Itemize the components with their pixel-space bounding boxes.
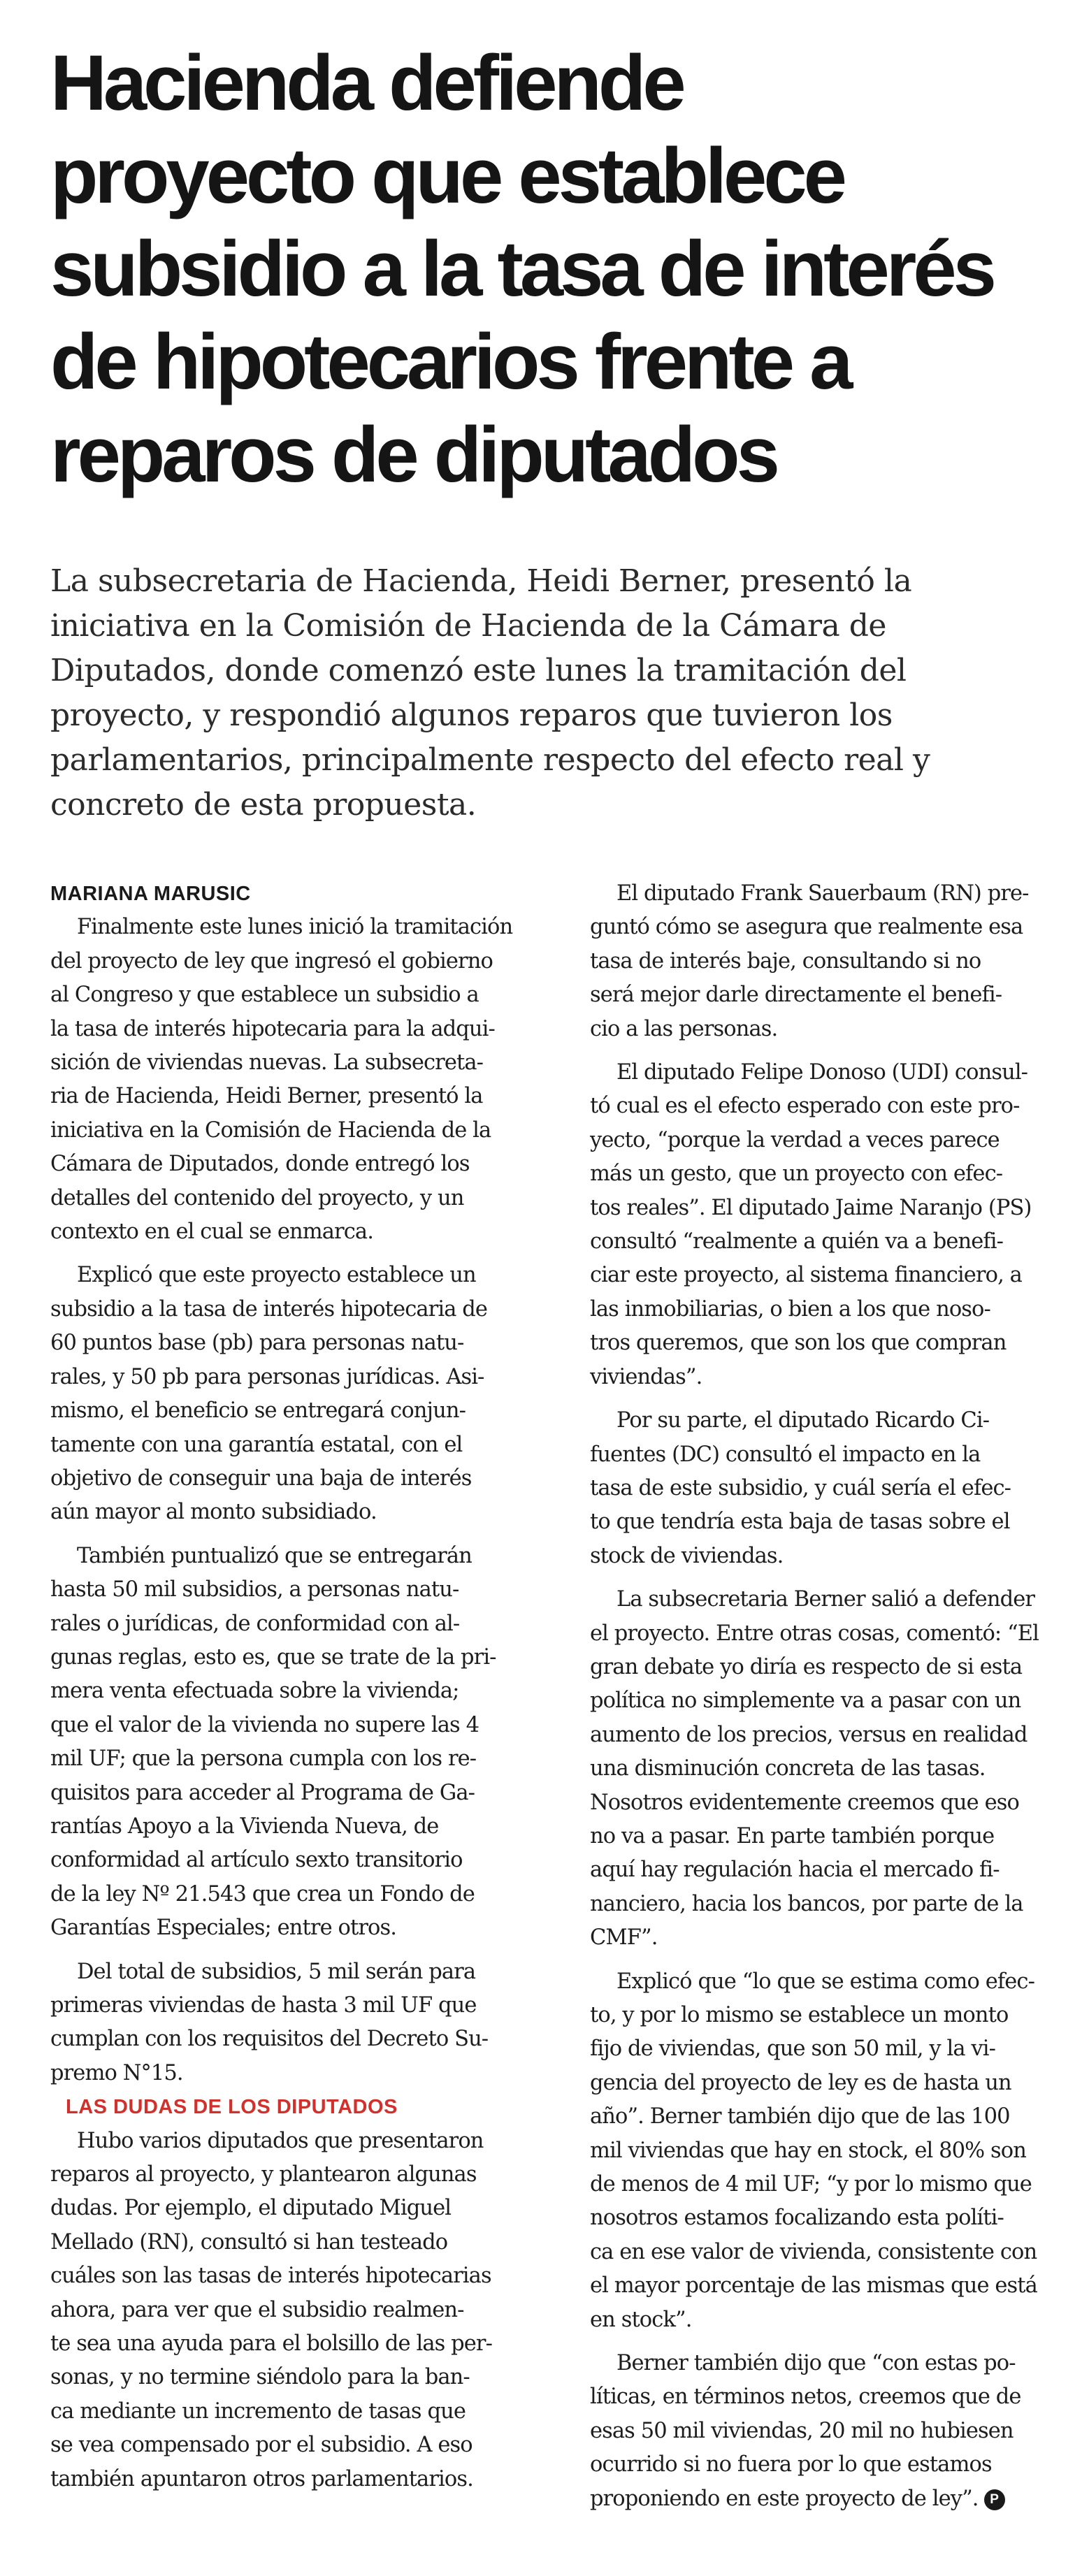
lead-line: Diputados, donde comenzó este lunes la tramitación del [50,653,907,688]
text-line: nanciero, hacia los bancos, por parte de la [590,1891,1023,1916]
text-line: rales o jurídicas, de conformidad con al- [50,1611,460,1636]
text-line: líticas, en términos netos, creemos que de [590,2385,1021,2410]
text-line: También puntualizó que se entregarán [77,1543,472,1568]
headline-line: subsidio a la tasa de interés [50,225,993,312]
text-line: El diputado Felipe Donoso (UDI) consul- [616,1060,1028,1085]
text-line: también apuntaron otros parlamentarios. [50,2466,473,2491]
text-line: mera venta efectuada sobre la vivienda; [50,1679,459,1704]
text-line: premo N°15. [50,2060,183,2085]
text-line: reparos al proyecto, y plantearon algunas [50,2162,477,2187]
text-line: ca mediante un incremento de tasas que [50,2398,466,2424]
text-line: consultó “realmente a quién va a benefi- [590,1229,1004,1254]
text-line: sición de viviendas nuevas. La subsecreta- [50,1050,484,1076]
lead-line: concreto de esta propuesta. [50,787,477,823]
text-line: ahora, para ver que el subsidio realmen- [50,2297,464,2322]
text-line: viviendas”. [590,1364,702,1389]
text-line: aún mayor al monto subsidiado. [50,1500,377,1525]
paragraph [590,1965,1083,2337]
text-line: tamente con una garantía estatal, con el [50,1432,463,1457]
text-line: dudas. Por ejemplo, el diputado Miguel [50,2196,452,2221]
paragraph [590,1056,1083,1394]
text-line: tasa de este subsidio, y cuál sería el efec- [590,1475,1011,1500]
text-line: yecto, “porque la verdad a veces parece [590,1127,1000,1152]
article-column-right [590,877,1083,2516]
text-line: en stock”. [590,2307,692,2332]
text-line: mil UF; que la persona cumpla con los re- [50,1746,477,1772]
text-line: el proyecto. Entre otras cosas, comentó: “El [590,1621,1039,1646]
text-line: ca en ese valor de vivienda, consistente con [590,2239,1037,2264]
text-line: Por su parte, el diputado Ricardo Ci- [616,1408,990,1433]
text-line: se vea compensado por el subsidio. A eso [50,2433,473,2458]
text-line: año”. Berner también dijo que de las 100 [590,2104,1010,2129]
text-line: será mejor darle directamente el benefi- [590,983,1002,1008]
text-line: las inmobiliarias, o bien a los que noso- [590,1296,990,1322]
text-line: de la ley Nº 21.543 que crea un Fondo de [50,1881,475,1906]
text-line: iniciativa en la Comisión de Hacienda de la [50,1117,491,1143]
text-line: La subsecretaria Berner salió a defender [616,1587,1035,1612]
text-line: del proyecto de ley que ingresó el gobierno [50,948,493,974]
lead-line: proyecto, y respondió algunos reparos que tuvieron los [50,697,893,733]
text-line: objetivo de conseguir una baja de interés [50,1466,472,1491]
text-line: mismo, el beneficio se entregará conjun- [50,1398,466,1424]
text-line: no va a pasar. En parte también porque [590,1823,995,1848]
text-line: proponiendo en este proyecto de ley”. P [590,2482,1083,2516]
paragraph [50,1259,544,1529]
text-line: una disminución concreta de las tasas. [590,1756,986,1781]
text-line: Nosotros evidentemente creemos que eso [590,1790,1019,1815]
text-line: 60 puntos base (pb) para personas natu- [50,1331,464,1356]
text-line: rantías Apoyo a la Vivienda Nueva, de [50,1814,439,1839]
text-line: gran debate yo diría es respecto de si esta [590,1654,1023,1679]
text-line: cumplan con los requisitos del Decreto Su- [50,2027,489,2052]
paragraph [50,911,544,1249]
text-line: Explicó que “lo que se estima como efec- [616,1969,1034,1994]
text-line: CMF”. [590,1925,658,1951]
text-line: Hubo varios diputados que presentaron [77,2128,484,2153]
text-line: al Congreso y que establece un subsidio a [50,983,479,1008]
text-line: tasa de interés baje, consultando si no [590,948,981,974]
text-line: stock de viviendas. [590,1543,784,1568]
paragraph [590,2347,1083,2516]
lead-line: iniciativa en la Comisión de Hacienda de la Cámara de [50,608,886,644]
text-line: quisitos para acceder al Programa de Ga- [50,1780,475,1805]
end-mark-icon: P [984,2489,1005,2510]
text-line: aumento de los precios, versus en realidad [590,1722,1027,1747]
text-line: ocurrido si no fuera por lo que estamos [590,2452,992,2477]
text-line: Explicó que este proyecto establece un [77,1263,476,1288]
text-line: ciar este proyecto, al sistema financiero, a [590,1263,1022,1288]
text-line: gunas reglas, esto es, que se trate de la pri- [50,1644,496,1670]
paragraph [50,1955,544,2091]
text-line: guntó cómo se asegura que realmente esa [590,915,1023,940]
text-line: aquí hay regulación hacia el mercado fi- [590,1858,1000,1883]
paragraph [590,1583,1083,1955]
headline [50,36,1043,501]
text-line: contexto en el cual se enmarca. [50,1220,373,1245]
paragraph [50,1540,544,1946]
text-line: fijo de viviendas, que son 50 mil, y la vi- [590,2036,995,2062]
text-line: tó cual es el efecto esperado con este pro- [590,1094,1020,1119]
text-line: to, y por lo mismo se establece un monto [590,2003,1009,2027]
paragraph [590,877,1083,1046]
text-line: rales, y 50 pb para personas jurídicas. Asi- [50,1364,484,1389]
paragraph [50,2125,544,2496]
paragraph [590,1404,1083,1573]
text-line: Finalmente este lunes inició la tramitación [77,915,513,940]
text-line: te sea una ayuda para el bolsillo de las per- [50,2331,493,2357]
text-line: que el valor de la vivienda no supere las 4 [50,1712,479,1737]
text-line: cio a las personas. [590,1016,778,1041]
headline-line: proyecto que establece [50,132,844,219]
text-line: mil viviendas que hay en stock, el 80% son [590,2138,1026,2163]
text-line: El diputado Frank Sauerbaum (RN) pre- [616,881,1029,906]
text-line: Del total de subsidios, 5 mil serán para [77,1959,476,1984]
text-line: esas 50 mil viviendas, 20 mil no hubiesen [590,2418,1014,2443]
text-line: primeras viviendas de hasta 3 mil UF que [50,1993,477,2018]
article-column-left [50,877,544,2496]
lead-line: La subsecretaria de Hacienda, Heidi Berner, presentó la [50,563,912,599]
text-line: el mayor porcentaje de las mismas que está [590,2273,1037,2299]
headline-line: reparos de diputados [50,411,777,498]
text-line: tros queremos, que son los que compran [590,1331,1007,1356]
text-line: Mellado (RN), consultó si han testeado [50,2229,448,2255]
text-line: cuáles son las tasas de interés hipotecarias [50,2264,491,2289]
text-line: subsidio a la tasa de interés hipotecaria de [50,1296,488,1322]
headline-line: Hacienda defiende [50,39,683,126]
text-line: Cámara de Diputados, donde entregó los [50,1152,470,1177]
text-line: de menos de 4 mil UF; “y por lo mismo que [590,2172,1032,2197]
text-line: tos reales”. El diputado Jaime Naranjo (PS) [590,1195,1032,1220]
text-line: más un gesto, que un proyecto con efec- [590,1162,1003,1187]
text-line: ria de Hacienda, Heidi Berner, presentó la [50,1084,483,1109]
text-line: la tasa de interés hipotecaria para la adqui- [50,1016,495,1041]
headline-line: de hipotecarios frente a [50,318,850,405]
lead-line: parlamentarios, principalmente respecto del efecto real y [50,742,930,778]
byline: MARIANA MARUSIC [50,883,251,905]
text-line: sonas, y no termine siéndolo para la ban- [50,2365,470,2390]
text-line: gencia del proyecto de ley es de hasta un [590,2070,1011,2095]
text-line: conformidad al artículo sexto transitorio [50,1848,463,1873]
text-line: hasta 50 mil subsidios, a personas natu- [50,1577,459,1602]
text-line: detalles del contenido del proyecto, y un [50,1185,464,1210]
text-line: to que tendría esta baja de tasas sobre el [590,1510,1010,1535]
text-line: Berner también dijo que “con estas po- [616,2351,1016,2376]
lead-paragraph [50,559,1057,827]
text-line: Garantías Especiales; entre otros. [50,1916,397,1941]
subheading: LAS DUDAS DE LOS DIPUTADOS [66,2096,398,2119]
text-line: fuentes (DC) consultó el impacto en la [590,1442,981,1467]
text-line: nosotros estamos focalizando esta políti- [590,2206,1004,2231]
text-line: política no simplemente va a pasar con un [590,1688,1021,1714]
